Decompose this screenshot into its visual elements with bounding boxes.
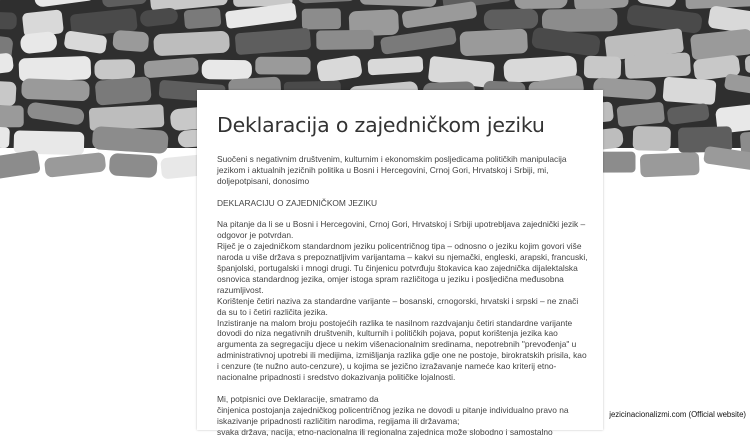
document-closing-intro: Mi, potpisnici ove Deklaracije, smatramo da xyxy=(217,393,379,404)
document-paragraph: Inzistiranje na malom broju postojećih razlika te nasilnom razdvajanju četiri standardne varijante dovodi do niza negativnih društvenih, kulturnih i političkih pojava, poput korištenja jezika kao argumenta za segregaciju djece u nekim višenacionalnim sredinama, nepotrebnih "prevođenja" u administrativnoj upotrebi ili medijima, izmišljanja razlika gdje one ne postoje, birokratskih prisila, kao i cenzure (te nužno auto-cenzure), u kojima se jezično izražavanje nameće kao kriterij etno-nacionalne pripadnosti i sredstvo dokazivanja političke lojalnosti. xyxy=(217,317,587,383)
image-credit: jezicinacionalizmi.com (Official website) xyxy=(609,410,746,419)
document-title: Deklaracija o zajedničkom jeziku xyxy=(217,113,545,137)
document-paragraph: Na pitanje da li se u Bosni i Hercegovini, Crnoj Gori, Hrvatskoj i Srbiji upotrebljava zajednički jezik – odgovor je potvrdan. xyxy=(217,219,586,241)
document-paragraph: Korištenje četiri naziva za standardne varijante – bosanski, crnogorski, hrvatski i srpski – ne znači da su to i četiri različita jezika. xyxy=(217,295,579,317)
document-intro: Suočeni s negativnim društvenim, kulturnim i ekonomskim posljedicama političkih manipulacija jezikom i aktualnih jezičnih politika u Bosni i Hercegovini, Crnoj Gori, Hrvatskoj i Srbiji, mi, doljepotpisani, donosimo xyxy=(217,154,567,186)
document-card xyxy=(197,90,603,437)
document-closing-line: činjenica postojanja zajedničkog policentričnog jezika ne dovodi u pitanje individualno pravo na iskazivanje pripadnosti različitim narodima, regijama ili državama; xyxy=(217,404,569,426)
document-paragraph: Riječ je o zajedničkom standardnom jeziku policentričnog tipa – odnosno o jeziku kojim govori više naroda u više država s prepoznatljivim varijantama – kakvi su njemački, engleski, arapski, francuski, španjolski, portugalski i mnogi drugi. Tu činjenicu potvrđuju štokavica kao zajednička dijalektalska osnovica standardnog jezika, omjer istoga spram različitoga u jeziku i posljedična međusobna razumljivost. xyxy=(217,241,588,295)
document-body xyxy=(217,154,589,438)
document-heading: DEKLARACIJU O ZAJEDNIČKOM JEZIKU xyxy=(217,197,378,208)
document-closing-line: svaka država, nacija, etno-nacionalna ili regionalna zajednica može slobodno i samostalno xyxy=(217,426,553,437)
